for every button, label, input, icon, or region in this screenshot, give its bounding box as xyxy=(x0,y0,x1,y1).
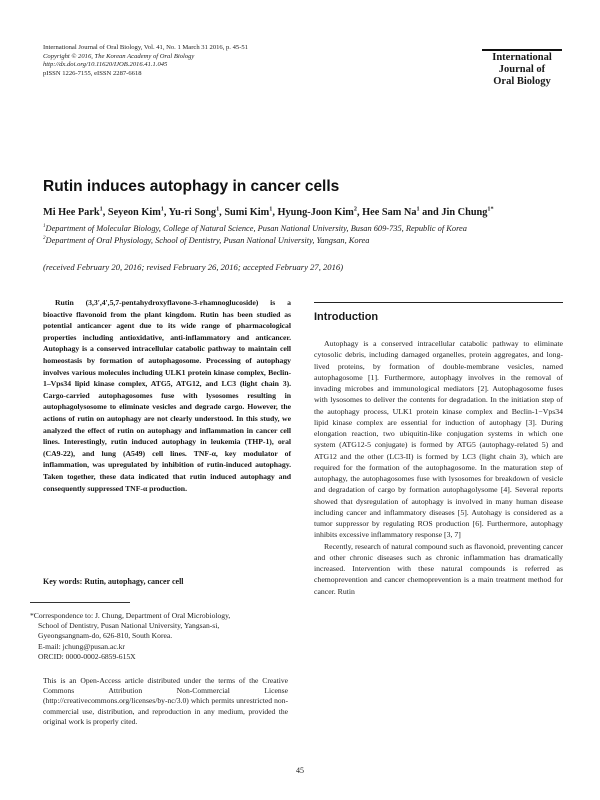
author-name: Seyeon Kim xyxy=(107,207,161,218)
footnote-divider xyxy=(30,602,130,603)
brand-line-3: Oral Biology xyxy=(493,76,551,87)
footnote-email[interactable]: E-mail: jchung@pusan.ac.kr xyxy=(38,641,125,651)
author-name: Jin Chung xyxy=(441,207,488,218)
header-issn: pISSN 1226-7155, eISSN 2287-6618 xyxy=(43,69,142,77)
section-heading-introduction: Introduction xyxy=(314,311,379,323)
affiliation-2: $^2$Department of Oral Physiology, School of Dentistry, Pusan National University, Yangsan, Korea xyxy=(43,235,370,245)
abstract: Rutin (3,3′,4′,5,7-pentahydroxyflavone-3-rhamnoglucoside) is a bioactive flavonoid from the plant kingdom. Rutin has been studied as potential anticancer agent due to its wide range of pharmacological properties including antioxidative, anti-inflammatory and anticancer. Autophagy is a conserved intracellular catabolic pathway to maintain cell homeostasis by formation of autophagosome. Processing of autophagy involves various molecules including ULK1 protein kinase complex, Beclin-1–Vps34 lipid kinase complex, ATG5, ATG12, and LC3 (light chain 3). Cargo-carried autophagosomes fuse with lysosomes resulting in autophagolysosome to eliminate vesicles and degrade cargo. However, the actions of rutin on autophagy are not clearly understood. In this study, we analyzed the effect of rutin on autophagy and inflammation in cancer cell lines. Interestingly, rutin induced autophagy in leukemia (THP-1), oral (CA9-22), and lung (A549) cell lines. TNF-α, key modulator of inflammation, was upregulated by inhibition of rutin-induced autophagy. Taken together, these data indicated that rutin induced autophagy and consequently suppressed TNF-α production. xyxy=(43,298,291,493)
header-doi[interactable]: http://dx.doi.org/10.11620/IJOB.2016.41.1.045 xyxy=(43,61,168,69)
introduction-body xyxy=(314,338,563,597)
author-name: Hyung-Joon Kim xyxy=(277,207,354,218)
article-title: Rutin induces autophagy in cancer cells xyxy=(43,178,340,195)
footnote-line: School of Dentistry, Pusan National University, Yangsan-si, xyxy=(38,621,220,631)
affiliation-1: $^1$Department of Molecular Biology, College of Natural Science, Pusan National University, Busan 609-735, Republic of Korea xyxy=(43,224,467,233)
intro-paragraph-1: Autophagy is a conserved intracellular catabolic pathway to eliminate cytosolic debris, including damaged organelles, protein aggregates, and long-lived proteins, by formation of double-membrane vesicles, named autophagosome [1]. Furthermore, autophagy involves in the removal of invading microbes and immunological mediators [2]. Autophagosome fuses with lysosomes to deliver the contents for degradation. In the initiation step of the autophagy process, ULK1 protein kinase complex and Beclin-1−Vps34 lipid kinase complex are essential for induction of autophagy [3]. During elongation reaction, two ubiquitin-like conjugation systems in which one system (ATG12-5 conjugate) is formed by ATG5 (autophagy-related 5) and ATG12 and the other (LC3-II) is formed by LC3 (light chain 3), which are required for the formation of the autophagosome. In the maturation step of autophagy, the autophagosomes fuse with lysosomes for breakdown of vesicle and degradation of cargo by formation autophagolysome [4]. Several reports showed that dysregulation of autophagy is involved in many human disease including cancer and inflammatory diseases [5]. Autohagy is considered as a tumor suppressor by regulating ROS production [6]. Furthermore, autophagy inhibits excessive inflammatory response [3, 7] xyxy=(314,339,563,540)
received-dates: (received February 20, 2016; revised February 26, 2016; accepted February 27, 2016) xyxy=(43,262,344,272)
author-affiliation-mark: 1 xyxy=(160,205,164,213)
intro-paragraph-2: Recently, research of natural compound such as flavonoid, preventing cancer and other chronic diseases such as chronic inflammation has dramatically increased. Intervention with these natural compounds is referred as chemoprevention and cancer chemoprevention is a main treatment method for cancer. Rutin xyxy=(314,541,563,596)
author-name: Hee Sam Na xyxy=(362,207,417,218)
footnote-line: *Correspondence to: J. Chung, Department of Oral Microbiology, xyxy=(30,611,231,620)
footnote-orcid: ORCID: 0000-0002-6859-615X xyxy=(38,651,136,661)
author-name: Yu-ri Song xyxy=(168,207,217,218)
author-affiliation-mark: 1 xyxy=(416,205,420,213)
author-list: Mi Hee Park$^1$, Seyeon Kim$^1$, Yu-ri Song$^1$, Sumi Kim$^1$, Hyung-Joon Kim$^2$, Hee Sam Na$^1$ and Jin Chung$^{1*}$ xyxy=(43,205,494,218)
journal-header xyxy=(43,44,248,78)
page-number: 45 xyxy=(296,766,304,775)
footnote-line: Gyeongsangnam-do, 626-810, South Korea. xyxy=(38,631,173,641)
intro-divider xyxy=(314,302,563,303)
author-affiliation-mark: 1 xyxy=(269,205,273,213)
author-affiliation-mark: 1* xyxy=(487,205,494,213)
author-affiliation-mark: 1 xyxy=(216,205,220,213)
journal-brand xyxy=(482,52,562,88)
header-copyright: Copyright © 2016, The Korean Academy of Oral Biology xyxy=(43,52,195,60)
keywords: Key words: Rutin, autophagy, cancer cell xyxy=(43,577,184,586)
author-name: Mi Hee Park xyxy=(43,207,100,218)
header-citation: International Journal of Oral Biology, Vol. 41, No. 1 March 31 2016, p. 45-51 xyxy=(43,44,248,51)
author-affiliation-mark: 1 xyxy=(99,205,103,213)
affiliations xyxy=(43,223,573,246)
author-name: Sumi Kim xyxy=(224,207,270,218)
brand-line-2: Journal of xyxy=(498,64,546,75)
brand-top-rule xyxy=(482,49,562,51)
correspondence-footnote xyxy=(30,611,288,662)
open-access-notice: This is an Open-Access article distributed under the terms of the Creative Commons Attribution Non-Commercial License (http://creativecommons.org/licenses/by-nc/3.0) which permits unrestricted non-commercial use, distribution, and reproduction in any medium, provided the original work is properly cited. xyxy=(43,676,288,726)
author-affiliation-mark: 2 xyxy=(353,205,357,213)
brand-line-1: International xyxy=(492,52,552,63)
